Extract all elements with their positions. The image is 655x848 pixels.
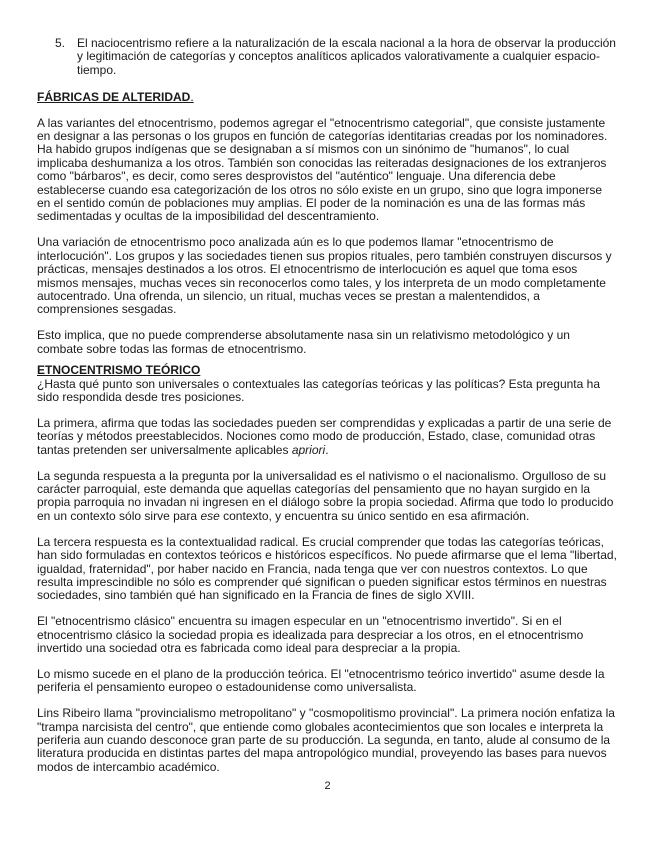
paragraph: Lins Ribeiro llama "provincialismo metropolitano" y "cosmopolitismo provincial". La primera noción enfatiza la "trampa narcisista del centro", que entiende como globales acontecimientos que son locales e interpreta la periferia aun cuando desconoce gran parte de su producción. La segunda, en tanto, alude al consumo de la literatura producida en distintas partes del mapa antropológico mundial, proveyendo las bases para nuevos modos de intercambio académico. xyxy=(37,706,615,774)
paragraph-first-answer xyxy=(37,417,617,457)
paragraph-first-end: . xyxy=(325,442,329,457)
paragraph-second-end: contexto, y encuentra su único sentido en esa afirmación. xyxy=(219,508,530,523)
emphasis-ese: ese xyxy=(200,508,220,523)
page-number: 2 xyxy=(324,780,331,792)
page-content xyxy=(37,37,617,787)
list-item-text: El naciocentrismo refiere a la naturalización de la escala nacional a la hora de observar la producción y legitimación de categorías y conceptos analíticos aplicados valorativamente a cualquier espacio-tiempo. xyxy=(77,36,616,77)
paragraph: Una variación de etnocentrismo poco analizada aún es lo que podemos llamar "etnocentrismo de interlocución". Los grupos y las sociedades tienen sus propios rituales, pero también construyen discursos y prácticas, mensajes destinados a los otros. El etnocentrismo de interlocución es aquel que toma esos mismos mensajes, muchas veces sin reconocerlos como tales, y los interpreta de un modo completamente autocentrado. Una ofrenda, un silencio, un ritual, muchas veces se prestan a malentendidos, a comprensiones sesgadas. xyxy=(37,235,612,317)
section-heading-fabricas xyxy=(37,91,617,104)
paragraph: El "etnocentrismo clásico" encuentra su imagen especular en un "etnocentrismo invertido". Si en el etnocentrismo clásico la sociedad propia es idealizada para despreciar a los otros, en el etnocentrismo invertido una sociedad otra es fabricada como ideal para despreciar a la propia. xyxy=(37,614,584,656)
numbered-list-item xyxy=(37,37,617,77)
paragraph: Esto implica, que no puede comprenderse absolutamente nasa sin un relativismo metodológico y un combate sobre todas las formas de etnocentrismo. xyxy=(37,328,570,356)
paragraph-intro: ¿Hasta qué punto son universales o contextuales las categorías teóricas y las políticas? Esta pregunta ha sido respondida desde tres posiciones. xyxy=(37,376,600,404)
section-heading-fabricas-text: FÁBRICAS DE ALTERIDAD xyxy=(37,90,191,105)
section-heading-etnocentrismo-teorico: ETNOCENTRISMO TEÓRICO xyxy=(37,363,201,378)
paragraph: Lo mismo sucede en el plano de la producción teórica. El "etnocentrismo teórico invertido" asume desde la periferia el pensamiento europeo o estadounidense como universalista. xyxy=(37,666,605,695)
list-number: 5. xyxy=(55,36,66,50)
paragraph: La tercera respuesta es la contextualidad radical. Es crucial comprender que todas las categorías teóricas, han sido formuladas en contextos teóricos e históricos específicos. No puede afirmarse que el lema "libertad, igualdad, fraternidad", por haber nacido en Francia, nada tenga que ver con nuestros contextos. Lo que resulta imprescindible no sólo es comprender qué significan o pueden significar estos términos en nuestras sociedades, sino también qué han significado en la Francia de fines de siglo XVIII. xyxy=(37,534,617,603)
paragraph-second-text: La segunda respuesta a la pregunta por la universalidad es el nativismo o el nacionalismo. Orgulloso de su carácter parroquial, este demanda que aquellas categorías del pensamiento que no hayan surgido en la propia parroquia no invadan ni ingresen en el diálogo sobre la propia sociedad. Afirma que todo lo producido en un contexto sólo sirve para xyxy=(37,468,614,523)
emphasis-apriori: apriori xyxy=(291,442,326,457)
heading-period: . xyxy=(190,90,194,105)
paragraph-second-answer xyxy=(37,470,617,524)
paragraph: A las variantes del etnocentrismo, podemos agregar el "etnocentrismo categorial", que consiste justamente en designar a las personas o los grupos en función de categorías identitarias creadas por los nominadores. Ha habido grupos indígenas que se designaban a sí mismos con un sinónimo de "humanos", lo cual implicaba deshumaniza a los otros. También son conocidas las reiteradas designaciones de los extranjeros como "bárbaros", es decir, como seres desprovistos del "auténtico" lenguaje. Una diferencia debe establecerse cuando esa categorización de los otros no sólo existe en un grupo, sino que logra imponerse en el sentido común de poblaciones muy amplias. El poder de la nominación es una de las formas más sedimentadas y ocultas de la imposibilidad del descentramiento. xyxy=(37,115,608,224)
paragraph-first-text: La primera, afirma que todas las sociedades pueden ser comprendidas y explicadas a partir de una serie de teorías y métodos preestablecidos. Nociones como modo de producción, Estado, clase, comunidad otras tantas pretenden ser universalmente aplicables xyxy=(37,415,612,457)
